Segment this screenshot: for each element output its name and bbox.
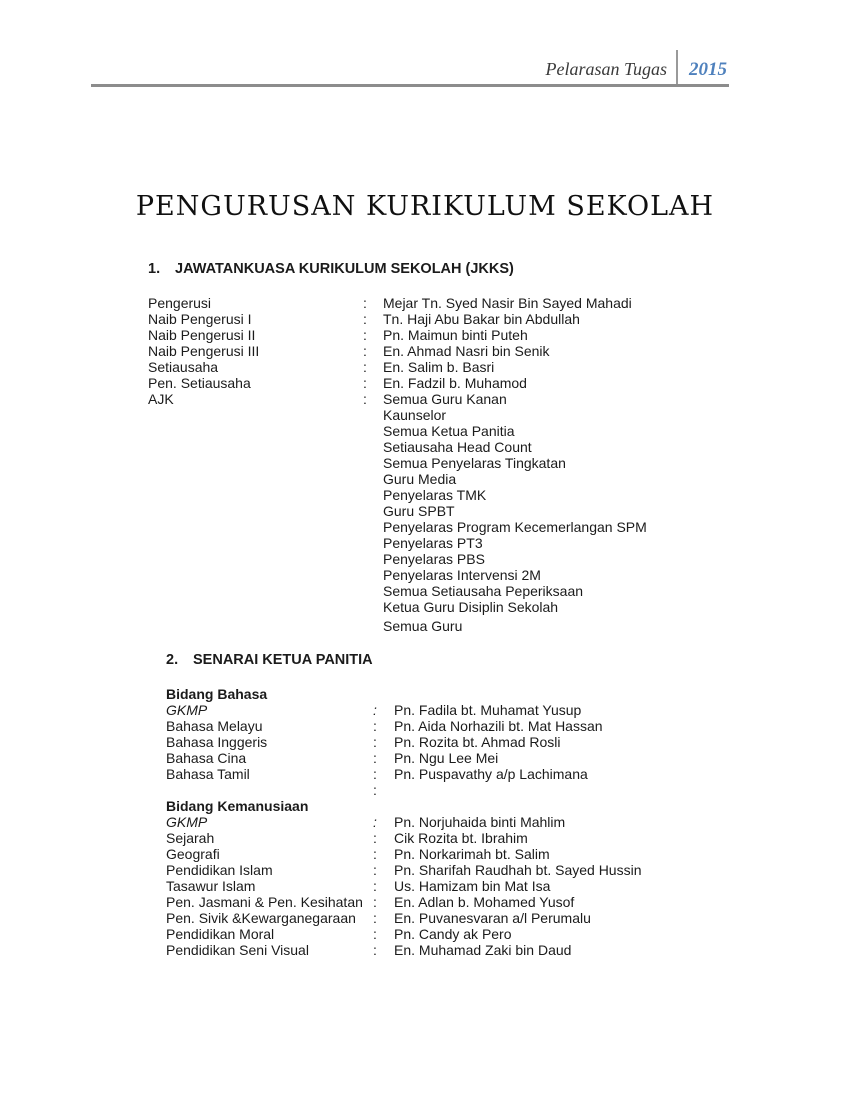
role-label: Setiausaha [148, 359, 219, 375]
subject-label: Bahasa Inggeris [166, 734, 268, 750]
member-name: Mejar Tn. Syed Nasir Bin Sayed Mahadi [383, 295, 632, 311]
member-name: En. Ahmad Nasri bin Senik [383, 343, 550, 359]
role-label [148, 599, 363, 615]
colon-separator: : [373, 718, 377, 734]
ajk-item: Semua Penyelaras Tingkatan [383, 455, 566, 471]
member-name: En. Fadzil b. Muhamod [383, 375, 527, 391]
committee-row [148, 343, 733, 359]
section-heading-text: SENARAI KETUA PANITIA [193, 652, 373, 668]
role-label: Naib Pengerusi III [148, 343, 260, 359]
subject-label: GKMP [166, 702, 208, 718]
ajk-item: Kaunselor [383, 407, 447, 423]
role-label [148, 519, 363, 535]
colon-separator: : [373, 782, 377, 798]
subject-label: Geografi [166, 846, 220, 862]
panitia-row [166, 878, 731, 894]
colon-separator [363, 455, 383, 471]
member-name: Pn. Maimun binti Puteh [383, 327, 528, 343]
subject-label: Pen. Jasmani & Pen. Kesihatan [166, 894, 363, 910]
ajk-item: Guru SPBT [383, 503, 455, 519]
colon-separator: : [373, 846, 377, 862]
committee-row [148, 359, 733, 375]
ajk-item: Penyelaras PBS [383, 551, 485, 567]
role-label: Pen. Setiausaha [148, 375, 251, 391]
subject-label: Bahasa Tamil [166, 766, 250, 782]
ajk-item: Guru Media [383, 471, 457, 487]
member-name: En. Salim b. Basri [383, 359, 495, 375]
teacher-name: En. Puvanesvaran a/l Perumalu [394, 910, 591, 926]
ajk-item-row [148, 407, 733, 423]
colon-separator [363, 487, 383, 503]
colon-separator [363, 439, 383, 455]
ajk-item: Setiausaha Head Count [383, 439, 532, 455]
role-label [148, 567, 363, 583]
role-label [148, 487, 363, 503]
ajk-item-row [148, 455, 733, 471]
section-senarai-ketua-panitia [166, 652, 731, 958]
subject-label: Pen. Sivik &Kewarganegaraan [166, 910, 356, 926]
ajk-item-row [148, 551, 733, 567]
subject-label: Sejarah [166, 830, 215, 846]
colon-separator: : [373, 766, 377, 782]
colon-separator [363, 423, 383, 439]
ajk-item: Ketua Guru Disiplin Sekolah [383, 599, 559, 615]
colon-separator: : [363, 295, 367, 311]
teacher-name [394, 782, 731, 798]
role-label: AJK [148, 391, 174, 407]
colon-separator: : [373, 942, 377, 958]
ajk-item-row [148, 618, 733, 634]
header-doc-title: Pelarasan Tugas [545, 59, 667, 79]
section-number: 1. [148, 261, 161, 277]
colon-separator: : [363, 311, 367, 327]
ajk-item: Penyelaras PT3 [383, 535, 483, 551]
panitia-row [166, 926, 731, 942]
panitia-row [166, 830, 731, 846]
section-heading-text: JAWATANKUASA KURIKULUM SEKOLAH (JKKS) [175, 261, 514, 277]
teacher-name: En. Adlan b. Mohamed Yusof [394, 894, 575, 910]
ajk-item: Semua Setiausaha Peperiksaan [383, 583, 584, 599]
colon-separator: : [373, 814, 377, 830]
role-label: Naib Pengerusi II [148, 327, 256, 343]
colon-separator: : [363, 343, 367, 359]
colon-separator: : [363, 375, 367, 391]
role-label: Naib Pengerusi I [148, 311, 252, 327]
colon-separator: : [363, 327, 367, 343]
colon-separator: : [373, 734, 377, 750]
colon-separator [363, 519, 383, 535]
colon-separator [363, 567, 383, 583]
header-year: 2015 [689, 59, 727, 80]
page-title: PENGURUSAN KURIKULUM SEKOLAH [135, 191, 715, 222]
role-label: Pengerusi [148, 295, 212, 311]
teacher-name: Pn. Aida Norhazili bt. Mat Hassan [394, 718, 603, 734]
ajk-item: Penyelaras Program Kecemerlangan SPM [383, 519, 647, 535]
member-name: Tn. Haji Abu Bakar bin Abdullah [383, 311, 580, 327]
colon-separator: : [373, 702, 377, 718]
colon-separator: : [373, 750, 377, 766]
colon-separator [363, 599, 383, 615]
panitia-row [166, 702, 731, 718]
section-jkks [148, 261, 733, 634]
ajk-item: Penyelaras Intervensi 2M [383, 567, 541, 583]
subject-label: Tasawur Islam [166, 878, 256, 894]
role-label [148, 583, 363, 599]
ajk-item-row [148, 599, 733, 615]
bidang-kemanusiaan-title: Bidang Kemanusiaan [166, 798, 309, 814]
teacher-name: Pn. Norjuhaida binti Mahlim [394, 814, 566, 830]
colon-separator: : [363, 359, 367, 375]
header-rule [91, 84, 729, 87]
teacher-name: Pn. Fadila bt. Muhamat Yusup [394, 702, 582, 718]
colon-separator: : [373, 878, 377, 894]
panitia-row [166, 750, 731, 766]
section-number: 2. [166, 652, 179, 668]
empty-colon-row [166, 782, 731, 798]
committee-row [148, 327, 733, 343]
ajk-item: Semua Ketua Panitia [383, 423, 515, 439]
panitia-row [166, 718, 731, 734]
header-row [91, 46, 729, 84]
page-header [91, 46, 729, 87]
panitia-row [166, 766, 731, 782]
colon-separator [363, 551, 383, 567]
subject-label: Bahasa Cina [166, 750, 247, 766]
subject-label: Bahasa Melayu [166, 718, 263, 734]
role-label [148, 618, 363, 634]
ajk-item: Semua Guru [383, 618, 463, 634]
committee-row [148, 311, 733, 327]
role-label [148, 551, 363, 567]
ajk-item-row [148, 535, 733, 551]
section-heading [166, 652, 731, 668]
colon-separator: : [373, 910, 377, 926]
role-label [148, 503, 363, 519]
teacher-name: Pn. Norkarimah bt. Salim [394, 846, 550, 862]
colon-separator: : [373, 926, 377, 942]
colon-separator [363, 535, 383, 551]
subject-label: Pendidikan Islam [166, 862, 273, 878]
colon-separator [363, 583, 383, 599]
panitia-row [166, 862, 731, 878]
ajk-item: Penyelaras TMK [383, 487, 487, 503]
colon-separator [363, 407, 383, 423]
ajk-item-row [148, 519, 733, 535]
colon-separator [363, 503, 383, 519]
panitia-row [166, 894, 731, 910]
role-label [148, 423, 363, 439]
ajk-item-row [148, 487, 733, 503]
role-label [148, 535, 363, 551]
colon-separator [363, 471, 383, 487]
ajk-item-row [148, 471, 733, 487]
ajk-item-row [148, 583, 733, 599]
teacher-name: Pn. Rozita bt. Ahmad Rosli [394, 734, 561, 750]
section-heading [148, 261, 733, 277]
colon-separator: : [373, 830, 377, 846]
role-label [148, 407, 363, 423]
committee-row [148, 375, 733, 391]
panitia-row [166, 814, 731, 830]
colon-separator: : [373, 894, 377, 910]
teacher-name: En. Muhamad Zaki bin Daud [394, 942, 572, 958]
subject-label: Pendidikan Moral [166, 926, 275, 942]
ajk-item-row [148, 423, 733, 439]
teacher-name: Us. Hamizam bin Mat Isa [394, 878, 551, 894]
panitia-row [166, 846, 731, 862]
colon-separator: : [363, 391, 367, 407]
member-name: Semua Guru Kanan [383, 391, 507, 407]
teacher-name: Pn. Puspavathy a/p Lachimana [394, 766, 588, 782]
committee-row [148, 391, 733, 407]
panitia-row [166, 910, 731, 926]
panitia-row [166, 734, 731, 750]
ajk-item-row [148, 439, 733, 455]
teacher-name: Cik Rozita bt. Ibrahim [394, 830, 528, 846]
role-label [148, 471, 363, 487]
subject-label [166, 782, 373, 798]
role-label [148, 455, 363, 471]
bidang-bahasa-title: Bidang Bahasa [166, 686, 268, 702]
ajk-item-row [148, 567, 733, 583]
committee-row [148, 295, 733, 311]
subject-label: Pendidikan Seni Visual [166, 942, 309, 958]
colon-separator [363, 618, 383, 634]
ajk-item-row [148, 503, 733, 519]
colon-separator: : [373, 862, 377, 878]
teacher-name: Pn. Sharifah Raudhah bt. Sayed Hussin [394, 862, 642, 878]
teacher-name: Pn. Ngu Lee Mei [394, 750, 499, 766]
role-label [148, 439, 363, 455]
subject-label: GKMP [166, 814, 208, 830]
panitia-row [166, 942, 731, 958]
teacher-name: Pn. Candy ak Pero [394, 926, 512, 942]
